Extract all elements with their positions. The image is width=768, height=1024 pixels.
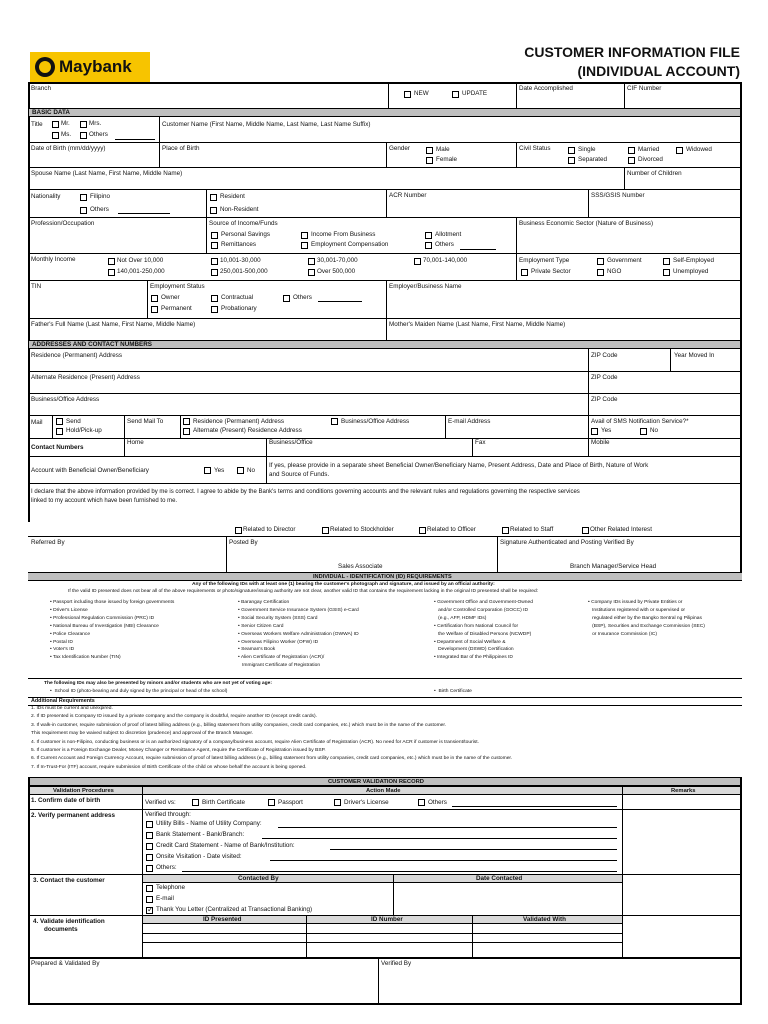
unemployed-checkbox[interactable] [663, 269, 670, 276]
alt-present-checkbox[interactable] [183, 428, 190, 435]
civil-status-label: Civil Status [519, 145, 551, 152]
separated-checkbox[interactable] [568, 157, 575, 164]
prepared-by-label: Prepared & Validated By [31, 960, 100, 967]
idcol3-item: • Government Office and Government-Owned [434, 600, 533, 605]
employer-label: Employer/Business Name [389, 283, 462, 290]
non-resident-checkbox[interactable] [210, 207, 217, 214]
id-item-text: Barangay Certification [241, 600, 290, 605]
thank-you-letter-label: Thank You Letter (Centralized at Transactional Banking) [156, 906, 313, 913]
idcol4-item [588, 624, 705, 630]
profession-label: Profession/Occupation [31, 220, 95, 227]
allotment-checkbox[interactable] [425, 232, 432, 239]
id-item-text: Certification from National Council for [437, 623, 519, 629]
col-validated-with: Validated With [523, 916, 566, 923]
id-item-text: Government Service Insurance System (GSIS) e-Card [241, 607, 359, 613]
government-label: Government [607, 257, 642, 264]
posted-by-label: Posted By [229, 539, 258, 546]
telephone-label: Telephone [156, 884, 186, 891]
form-title: CUSTOMER INFORMATION FILE [524, 44, 740, 60]
idcol3-item: • Certification from National Council for [434, 623, 519, 629]
nat-others-label: Others [90, 206, 109, 213]
contractual-label: Contractual [221, 294, 254, 301]
personal-savings-checkbox[interactable] [211, 232, 218, 239]
idcol2-item [238, 663, 320, 669]
married-label: Married [638, 146, 660, 153]
income-5-checkbox[interactable] [108, 269, 115, 276]
additional-item: 2. If ID presented is Company ID issued by a private company and the company is doubtful, require another ID (except credit cards). [31, 714, 317, 720]
related-stockholder-checkbox[interactable] [322, 527, 329, 534]
id-item-text: Company IDs issued by Private Entities or [591, 600, 683, 605]
branch-label: Branch [31, 85, 51, 92]
id-item-text: Development (DSWD) Certification [438, 647, 514, 653]
widowed-label: Widowed [686, 146, 712, 153]
idcol3-item [434, 647, 514, 653]
step4-label-2: documents [44, 926, 78, 933]
basic-data-header [29, 108, 740, 117]
hold-checkbox[interactable] [56, 428, 63, 435]
minors-label: The following IDs may also be presented by minors and/or students who are not yet of voting age: [44, 681, 272, 686]
beneficial-note-line1: If yes, please provide in a separate sheet Beneficial Owner/Beneficiary Name, Present Address, Date and Place of Birth, Nature of Work [269, 462, 649, 469]
filipino-checkbox[interactable] [80, 194, 87, 201]
divorced-checkbox[interactable] [628, 157, 635, 164]
spouse-label: Spouse Name (Last Name, First Name, Middle Name) [31, 170, 183, 177]
widowed-checkbox[interactable] [676, 147, 683, 154]
hold-label: Hold/Pick-up [66, 427, 102, 434]
additional-item: 1. IDs must be current and unexpired. [31, 706, 113, 711]
declaration-line1: I declare that the above information provided by me is correct. I agree to abide by the Bank's terms and conditions governing accounts and the relevant rules and regulations governing the respective services [31, 489, 580, 495]
female-label: Female [436, 156, 457, 163]
idcol2-item: • Seaman's Book [238, 647, 276, 653]
id-intro-1: Any of the following IDs with at least one (1) bearing the customer's photograph and signature, and issued by an official authority: [192, 582, 495, 587]
employment-status-label: Employment Status [150, 283, 205, 290]
title-label: Title [31, 121, 43, 128]
tin-label: TIN [31, 283, 42, 290]
id-item-text: Immigrant Certificate of Registration [242, 663, 321, 669]
additional-item: 5. If customer is a Foreign Exchange Dealer, Money Changer or Remittance Agent, require the Certificate of Registration issued by BSP. [31, 748, 326, 753]
other-related-label: Other Related Interest [590, 526, 652, 533]
related-director-label: Related to Director [243, 526, 296, 533]
id-item-text: Overseas Workers Welfare Administration (OWWA) ID [241, 631, 359, 637]
credit-card-checkbox[interactable] [146, 843, 153, 850]
form-subtitle: (INDIVIDUAL ACCOUNT) [577, 63, 740, 79]
passport-checkbox[interactable] [268, 799, 275, 806]
related-officer-checkbox[interactable] [419, 527, 426, 534]
idcol1-item: • Postal ID [50, 639, 73, 645]
col-id-number: ID Number [371, 916, 403, 923]
id-item-text: National Bureau of Investigation (NBI) Clearance [53, 623, 159, 629]
self-employed-label: Self-Employed [673, 257, 714, 264]
v-others-checkbox[interactable] [418, 799, 425, 806]
ms-label: Ms. [61, 131, 72, 138]
email-label: E-mail Address [448, 418, 491, 425]
send-label: Send [66, 418, 81, 425]
utility-bills-checkbox[interactable] [146, 821, 153, 828]
probationary-label: Probationary [221, 305, 257, 312]
idcol1-item: • Tax Identification Number (TIN) [50, 655, 121, 661]
new-checkbox[interactable] [404, 91, 411, 98]
thank-you-letter-checkbox[interactable] [146, 907, 153, 914]
non-resident-label: Non-Resident [220, 206, 259, 213]
col-remarks: Remarks [671, 788, 696, 794]
idcol4-item [588, 616, 702, 622]
school-id-item: • School ID (photo-bearing and duly signed by the principal or head of the school) [50, 689, 228, 694]
id-item-text: Social Security System (SSS) Card [241, 615, 318, 621]
married-checkbox[interactable] [628, 147, 635, 154]
idcol3-item [434, 608, 528, 614]
idcol2-item: • Alien Certificate of Registration (ACR)/ [238, 655, 325, 661]
male-label: Male [436, 146, 450, 153]
id-item-text: Passport including those issued by foreign governments [53, 600, 175, 605]
income-7-checkbox[interactable] [308, 269, 315, 276]
idcol1-item: • Voter's ID [50, 647, 75, 653]
col-date-contacted: Date Contacted [476, 875, 523, 882]
contractual-checkbox[interactable] [211, 295, 218, 302]
onsite-checkbox[interactable] [146, 854, 153, 861]
customer-name-label: Customer Name (First Name, Middle Name, Last Name, Last Name Suffix) [162, 121, 371, 128]
section-title: CUSTOMER VALIDATION RECORD [328, 779, 424, 785]
probationary-checkbox[interactable] [211, 306, 218, 313]
v-others-label: Others [428, 799, 447, 806]
owner-checkbox[interactable] [151, 295, 158, 302]
mother-label: Mother's Maiden Name (Last Name, First Name, Middle Name) [389, 321, 566, 328]
beneficial-label: Account with Beneficial Owner/Beneficiary [31, 467, 149, 474]
mr-checkbox[interactable] [52, 121, 59, 128]
related-officer-label: Related to Officer [427, 526, 476, 533]
permanent-label: Permanent [161, 305, 192, 312]
beneficial-note-line2: and Source of Funds. [269, 471, 330, 478]
send-mail-to-label: Send Mail To [127, 418, 164, 425]
drivers-license-label: Driver's License [344, 799, 389, 806]
female-checkbox[interactable] [426, 157, 433, 164]
tiger-emblem-icon [35, 57, 55, 77]
step3-label: 3. Contact the customer [33, 877, 105, 884]
sms-no-label: No [650, 427, 659, 434]
verified-by-label: Verified By [381, 960, 412, 967]
idcol3-item [434, 632, 531, 638]
sms-no-checkbox[interactable] [640, 428, 647, 435]
new-label: NEW [414, 90, 429, 97]
year-moved-label: Year Moved In [674, 352, 715, 359]
verified-through-label: Verified through: [145, 811, 191, 818]
employment-type-label: Employment Type [519, 257, 570, 264]
mail-label: Mail [31, 419, 43, 426]
idcol3-item: • Department of Social Welfare & [434, 639, 506, 645]
pob-label: Place of Birth [162, 145, 200, 152]
alt-present-label: Alternate (Present) Residence Address [193, 427, 302, 434]
id-item-text: Overseas Filipino Worker (OFW) ID [241, 639, 319, 645]
income-2-label: 10,001-30,000 [220, 257, 261, 264]
remittances-checkbox[interactable] [211, 242, 218, 249]
self-employed-checkbox[interactable] [663, 258, 670, 265]
permanent-checkbox[interactable] [151, 306, 158, 313]
birth-certificate-label: Birth Certificate [202, 799, 246, 806]
through-others-checkbox[interactable] [146, 865, 153, 872]
id-item-text: Driver's License [53, 607, 88, 613]
income-3-checkbox[interactable] [308, 258, 315, 265]
residence-label: Residence (Permanent) Address [31, 352, 123, 359]
idcol2-item: • Social Security System (SSS) Card [238, 615, 318, 621]
through-others-label: Others: [156, 864, 177, 871]
step1-label: 1. Confirm date of birth [31, 797, 101, 804]
bus-office-checkbox[interactable] [331, 418, 338, 425]
date-accomplished-label: Date Accomplished [519, 85, 573, 92]
children-label: Number of Children [627, 170, 682, 177]
additional-item: 6. If Current Account and Foreign Currency Account, require submission of proof of latest billing address (e.g., billing statement from utility companies, credit card companies, etc.) which must be in the name of the customer. [31, 756, 513, 762]
source-others-checkbox[interactable] [425, 242, 432, 249]
credit-card-label: Credit Card Statement - Name of Bank/Institution: [156, 842, 295, 849]
business-office-phone-label: Business/Office [269, 439, 313, 446]
additional-item: 4. If customer is non-Filipino, conducting business or is an authorized signatory of a company/business account, require Alien Certificate of Registration (ACR). No need for ACR if customer is transient/tourist. [31, 739, 479, 745]
beneficial-no-label: No [247, 467, 256, 474]
mobile-label: Mobile [591, 439, 610, 446]
zip-label-2: ZIP Code [591, 374, 618, 381]
income-6-label: 250,001-500,000 [220, 268, 268, 275]
idcol1-item: • Police Clearance [50, 631, 91, 637]
sms-yes-checkbox[interactable] [591, 428, 598, 435]
income-2-checkbox[interactable] [211, 258, 218, 265]
income-6-checkbox[interactable] [211, 269, 218, 276]
validation-header [28, 777, 742, 786]
income-3-label: 30,001-70,000 [317, 257, 358, 264]
idcol3-item: • Integrated Bar of the Philippines ID [434, 655, 513, 661]
declaration-line2: linked to my account which have been furnished to me. [31, 498, 178, 504]
id-item-text: Professional Regulation Commission (PRC) ID [53, 615, 155, 621]
idcol2-item: • Government Service Insurance System (GSIS) e-Card [238, 607, 359, 613]
home-label: Home [127, 439, 144, 446]
id-item-text: Seaman's Book [241, 647, 276, 653]
private-sector-checkbox[interactable] [521, 269, 528, 276]
id-item-text: Voter's ID [53, 647, 75, 653]
step2-label: 2. Verify permanent address [31, 812, 115, 819]
zip-label-3: ZIP Code [591, 396, 618, 403]
employment-comp-label: Employment Compensation [311, 241, 389, 248]
government-checkbox[interactable] [597, 258, 604, 265]
related-stockholder-label: Related to Stockholder [330, 526, 394, 533]
id-item-text: Postal ID [53, 639, 73, 645]
mr-label: Mr. [61, 120, 70, 127]
sss-label: SSS/GSIS Number [591, 192, 645, 199]
id-validation-subheader [143, 915, 622, 924]
filipino-label: Filipino [90, 193, 110, 200]
dob-label: Date of Birth (mm/dd/yyyy) [31, 145, 106, 152]
income-7-label: Over 500,000 [317, 268, 356, 275]
related-staff-label: Related to Staff [510, 526, 554, 533]
idcol4-item [588, 608, 685, 614]
source-label: Source of Income/Funds [209, 220, 278, 227]
private-sector-label: Private Sector [531, 268, 571, 275]
idcol1-item: • National Bureau of Investigation (NBI) Clearance [50, 623, 159, 629]
idcol3-item [434, 616, 486, 622]
bus-office-label: Business/Office Address [341, 418, 410, 425]
male-checkbox[interactable] [426, 147, 433, 154]
remittances-label: Remittances [221, 241, 256, 248]
birth-certificate-checkbox[interactable] [192, 799, 199, 806]
beneficial-no-checkbox[interactable] [237, 467, 244, 474]
income-4-checkbox[interactable] [414, 258, 421, 265]
idcol2-item: • Senior Citizen Card [238, 623, 284, 629]
contact-email-label: E-mail [156, 895, 174, 902]
idcol1-item: • Driver's License [50, 607, 88, 613]
id-item-text: Senior Citizen Card [241, 623, 284, 629]
telephone-checkbox[interactable] [146, 885, 153, 892]
related-staff-checkbox[interactable] [502, 527, 509, 534]
income-4-label: 70,001-140,000 [423, 257, 468, 264]
id-item-text: regulated either by the Bangko Sentral ng Pilipinas [592, 615, 702, 621]
ngo-checkbox[interactable] [597, 269, 604, 276]
contact-email-checkbox[interactable] [146, 896, 153, 903]
divorced-label: Divorced [638, 156, 663, 163]
id-item-text: Tax Identification Number (TIN) [52, 655, 121, 661]
mrs-checkbox[interactable] [80, 121, 87, 128]
brand-name: Maybank [59, 57, 132, 76]
id-requirements-header [28, 572, 742, 581]
col-action-made: Action Made [366, 788, 401, 794]
additional-title: Additional Requirements [31, 698, 95, 704]
step4-label: 4. Validate identification [33, 918, 105, 925]
source-others-label: Others [435, 241, 454, 248]
school-id-text: School ID (photo-bearing and duly signed by the principal or head of the school) [54, 689, 228, 694]
contact-numbers-label: Contact Numbers [31, 444, 84, 451]
other-related-checkbox[interactable] [582, 527, 589, 534]
ngo-label: NGO [607, 268, 622, 275]
id-intro-2: If the valid ID presented does not bear all of the above requirements or photo/signature/issuing authority are not clear, another valid ID that contains the requirement lacking in the original ID presented shall be required: [68, 589, 539, 594]
mrs-label: Mrs. [89, 120, 102, 127]
income-business-label: Income From Business [311, 231, 376, 238]
sms-label: Avail of SMS Notification Service?* [591, 418, 689, 425]
id-item-text: the Welfare of Disabled Persons (NCWDP) [438, 631, 532, 637]
contact-subheader [143, 874, 622, 883]
drivers-license-checkbox[interactable] [334, 799, 341, 806]
income-business-checkbox[interactable] [301, 232, 308, 239]
addresses-header [29, 340, 740, 349]
passport-label: Passport [278, 799, 303, 806]
idcol2-item: • Overseas Workers Welfare Administration (OWWA) ID [238, 631, 359, 637]
idcol1-item: • Passport including those issued by foreign governments [50, 600, 175, 605]
bank-statement-label: Bank Statement - Bank/Branch: [156, 831, 245, 838]
resident-label: Resident [220, 193, 245, 200]
section-title: BASIC DATA [32, 109, 70, 116]
fax-label: Fax [475, 439, 486, 446]
owner-label: Owner [161, 294, 180, 301]
beneficial-yes-checkbox[interactable] [204, 467, 211, 474]
ms-checkbox[interactable] [52, 132, 59, 139]
birth-cert-text: Birth Certificate [438, 689, 472, 694]
id-item-text: or Insurance Commission (IC) [592, 631, 658, 637]
zip-label-1: ZIP Code [591, 352, 618, 359]
related-director-checkbox[interactable] [235, 527, 242, 534]
send-checkbox[interactable] [56, 418, 63, 425]
separated-label: Separated [578, 156, 608, 163]
sms-yes-label: Yes [601, 427, 612, 434]
id-item-text: Government Office and Government-Owned [437, 600, 533, 605]
idcol4-item: • Company IDs issued by Private Entities or [588, 600, 683, 605]
validation-col-header [28, 786, 742, 795]
col-procedures: Validation Procedures [53, 788, 114, 794]
id-item-text: Alien Certificate of Registration (ACR)/ [240, 655, 325, 661]
update-checkbox[interactable] [452, 91, 459, 98]
col-contacted-by: Contacted By [238, 875, 279, 882]
utility-bills-label: Utility Bills - Name of Utility Company: [156, 820, 262, 827]
business-address-label: Business/Office Address [31, 396, 100, 403]
monthly-income-label: Monthly Income [31, 256, 76, 263]
title-others-label: Others [89, 131, 108, 138]
income-1-label: Not Over 10,000 [117, 257, 164, 264]
onsite-label: Onsite Visitation - Date visited: [156, 853, 242, 860]
additional-item: 3. If walk-in customer, require submission of proof of latest billing address (e.g., billing statement from utility companies, credit card companies, etc.) which must be in the name of the customer. [31, 722, 447, 728]
id-item-text: Institutions registered with or supervised or [592, 607, 686, 613]
section-title: ADDRESSES AND CONTACT NUMBERS [32, 341, 152, 348]
maybank-logo [30, 52, 150, 82]
cif-number-label: CIF Number [627, 85, 662, 92]
section-title: INDIVIDUAL - IDENTIFICATION (ID) REQUIREMENTS [313, 574, 452, 580]
id-item-text: Department of Social Welfare & [437, 639, 506, 645]
employment-comp-checkbox[interactable] [301, 242, 308, 249]
id-item-text: Police Clearance [53, 631, 91, 637]
additional-item: 7. If In-Trust-For (ITF) account, require submission of Birth Certificate of the child on whose behalf the account is being opened. [31, 764, 307, 770]
col-id-presented: ID Presented [203, 916, 242, 923]
id-item-text: and/or Controlled Corporation (GOCC) ID [438, 607, 529, 613]
idcol2-item: • Barangay Certification [238, 600, 290, 605]
single-label: Single [578, 146, 596, 153]
additional-item: This requirement may be waived subject to discretion (prudence) and approval of the Branch Manager. [31, 731, 254, 737]
referred-by-label: Referred By [31, 539, 65, 546]
idcol1-item: • Professional Regulation Commission (PRC) ID [50, 615, 155, 621]
id-item-text: (e.g., AFP, HDMF IDs) [438, 615, 487, 621]
bank-statement-checkbox[interactable] [146, 832, 153, 839]
id-item-text: Integrated Bar of the Philippines ID [437, 655, 513, 661]
resident-checkbox[interactable] [210, 194, 217, 201]
income-1-checkbox[interactable] [108, 258, 115, 265]
nationality-label: Nationality [31, 193, 61, 200]
business-sector-label: Business Economic Sector (Nature of Business) [519, 220, 654, 227]
income-5-label: 140,001-250,000 [117, 268, 165, 275]
gender-label: Gender [389, 145, 411, 152]
acr-label: ACR Number [389, 192, 427, 199]
id-item-text: (BSP), Securities and Exchange Commission (SEC) [592, 623, 705, 629]
es-others-label: Others [293, 294, 312, 301]
personal-savings-label: Personal Savings [221, 231, 271, 238]
title-others-checkbox[interactable] [80, 132, 87, 139]
birth-cert-item: • Birth Certificate [434, 689, 472, 694]
sales-associate-label: Sales Associate [338, 563, 383, 570]
unemployed-label: Unemployed [673, 268, 709, 275]
single-checkbox[interactable] [568, 147, 575, 154]
sig-verified-label: Signature Authenticated and Posting Verified By [500, 539, 634, 546]
idcol2-item: • Overseas Filipino Worker (OFW) ID [238, 639, 319, 645]
res-perm-label: Residence (Permanent) Address [193, 418, 285, 425]
father-label: Father's Full Name (Last Name, First Name, Middle Name) [31, 321, 196, 328]
es-others-checkbox[interactable] [283, 295, 290, 302]
branch-manager-label: Branch Manager/Service Head [570, 563, 657, 570]
verified-vs-label: Verified vs: [145, 799, 176, 806]
update-label: UPDATE [462, 90, 488, 97]
res-perm-checkbox[interactable] [183, 418, 190, 425]
alternate-label: Alternate Residence (Present) Address [31, 374, 140, 381]
beneficial-yes-label: Yes [214, 467, 225, 474]
allotment-label: Allotment [435, 231, 462, 238]
nat-others-checkbox[interactable] [80, 207, 87, 214]
idcol4-item [588, 632, 657, 638]
